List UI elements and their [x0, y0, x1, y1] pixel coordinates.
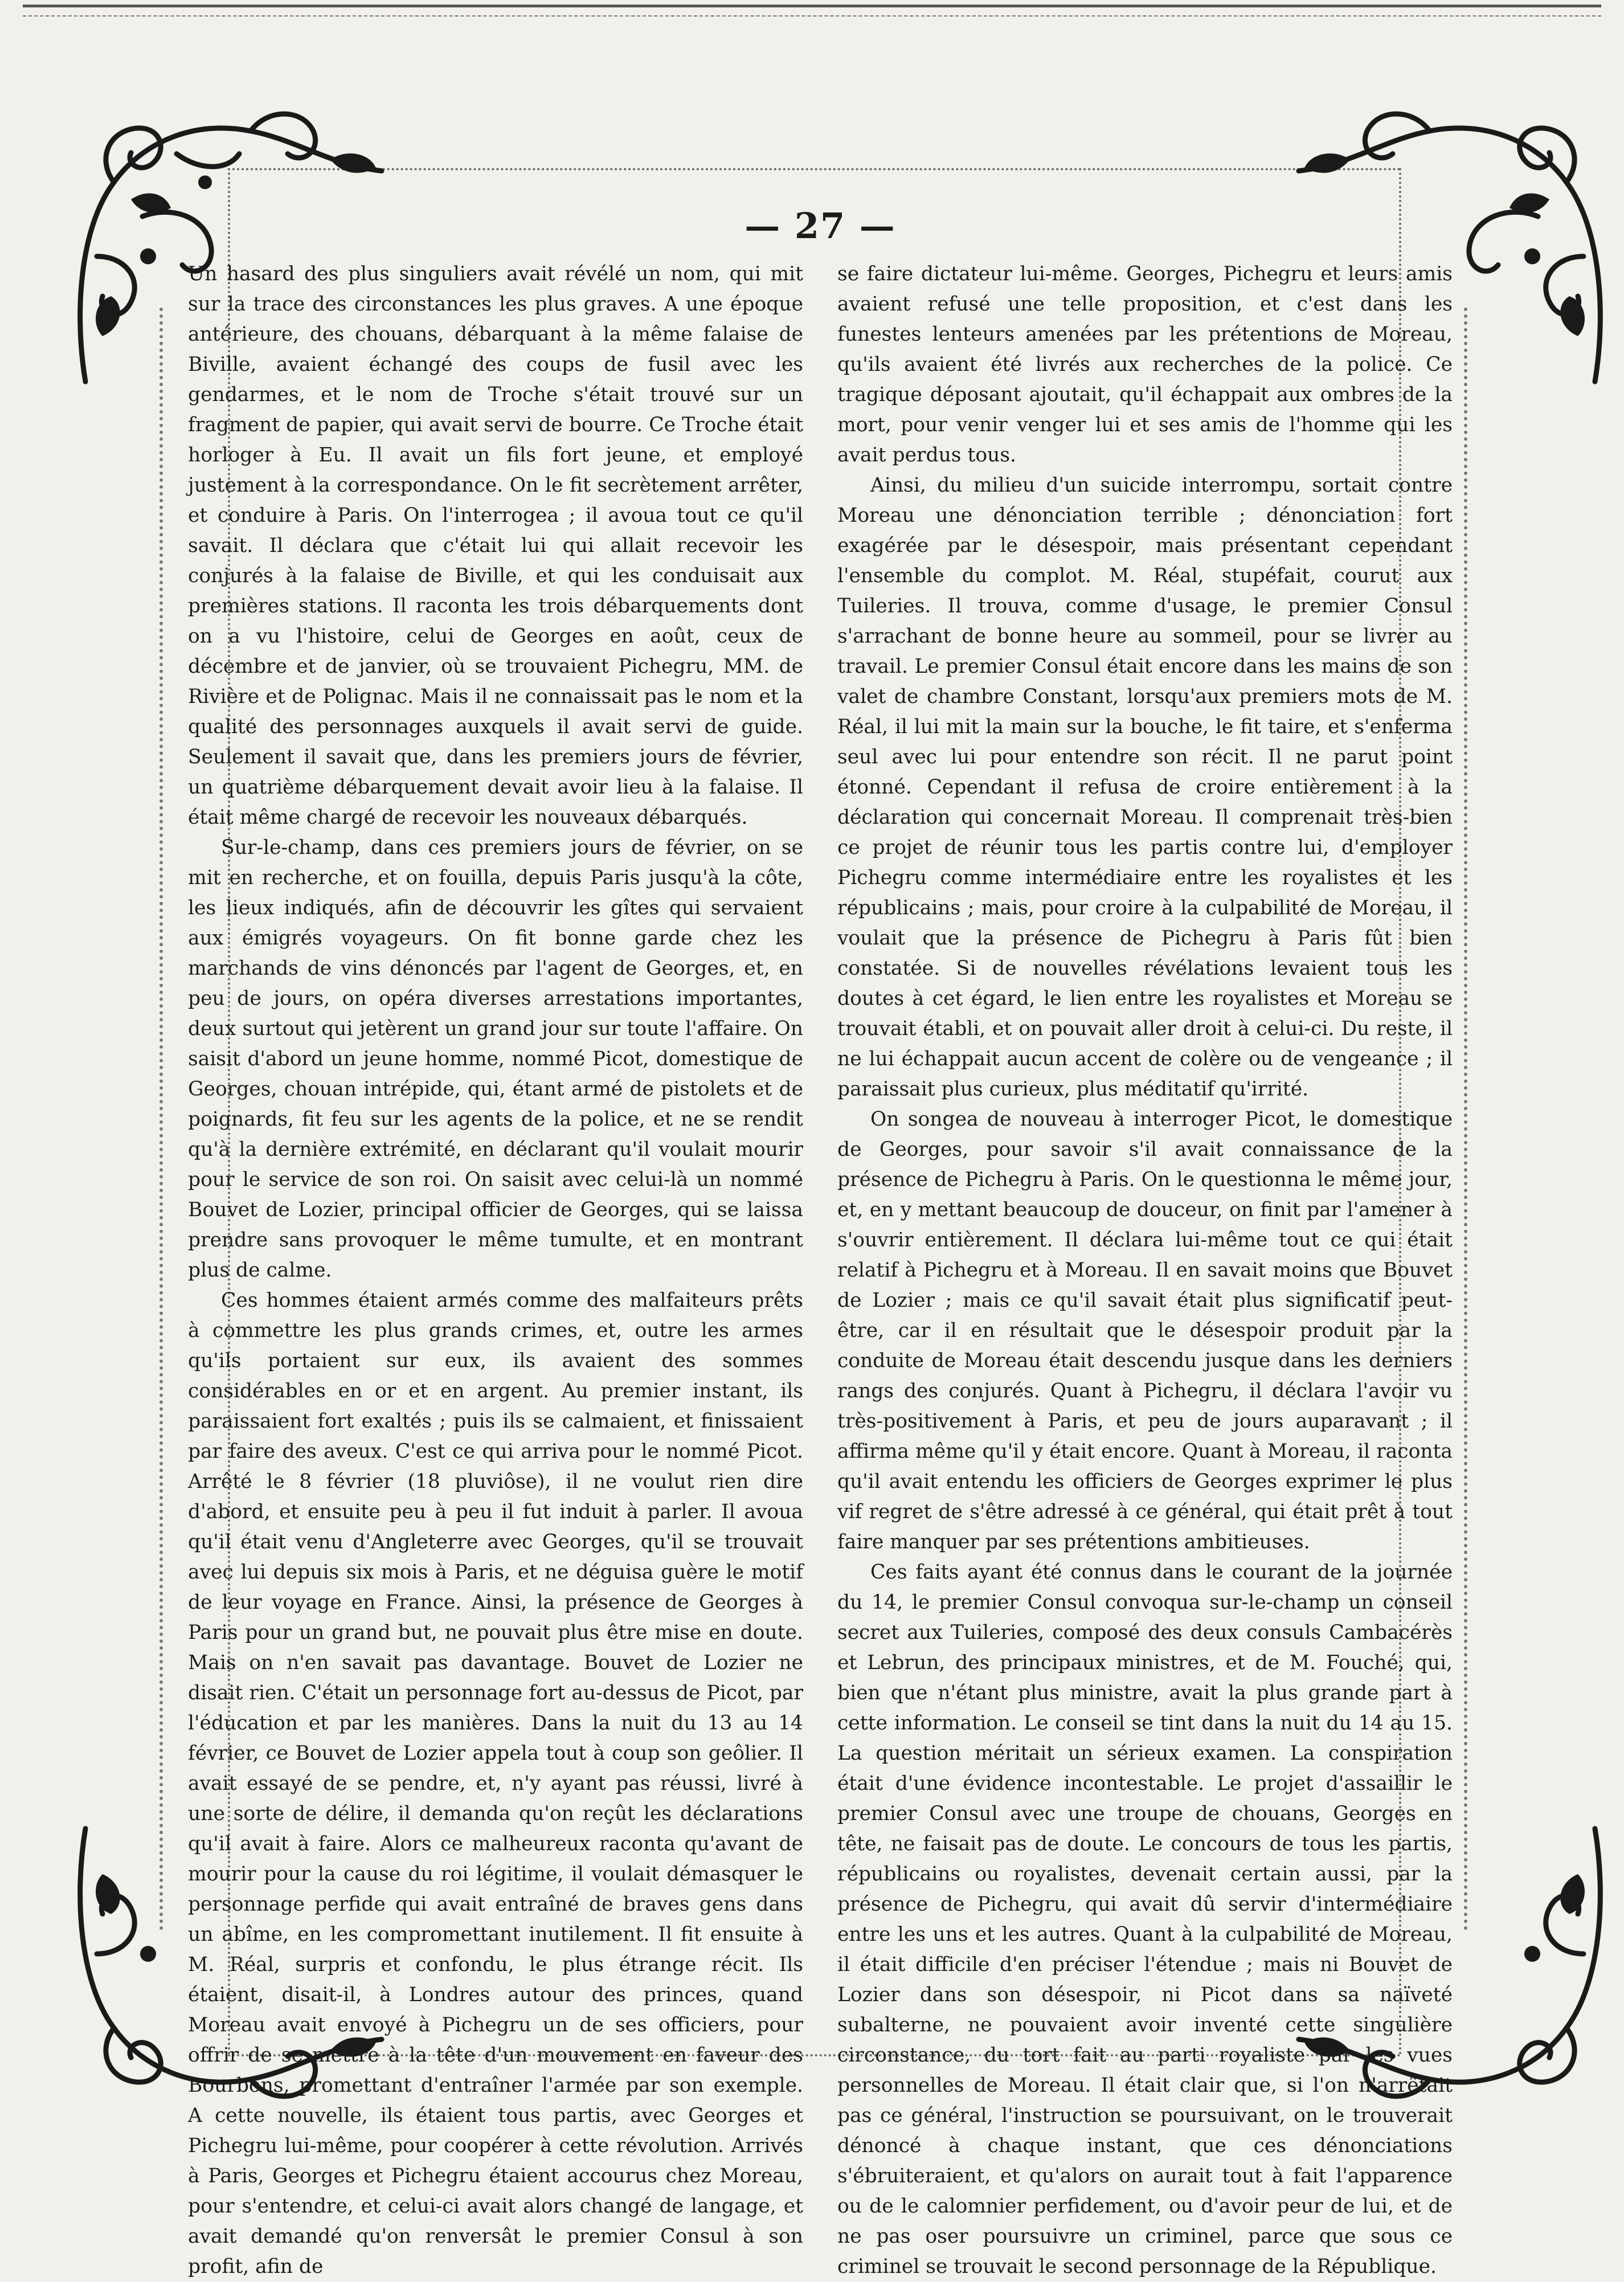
paragraph: Ces faits ayant été connus dans le courant de la journée du 14, le premier Consul convoqua sur-le-champ un conseil secret aux Tuileries, composé des deux consuls Cambacérès et Lebrun, des principaux ministres, et de M. Fouché, qui, bien que n'étant plus ministre, avait la plus grande part à cette information. Le conseil se tint dans la nuit du 14 au 15. La question méritait un sérieux examen. La conspiration était d'une évidence incontestable. Le projet d'assaillir le premier Consul avec une troupe de chouans, Georges en tête, ne faisait pas de doute. Le concours de tous les partis, républicains ou royalistes, devenait certain aussi, par la présence de Pichegru, qui avait dû servir d'intermédiaire entre les uns et les autres. Quant à la culpabilité de Moreau, il était difficile d'en préciser l'étendue ; mais ni Bouvet de Lozier dans son désespoir, ni Picot dans sa naïveté subalterne, ne pouvaient avoir inventé cette singulière circonstance, du tort fait au parti royaliste par les vues personnelles de Moreau. Il était clair que, si l'on n'arrêtait pas ce général, l'instruction se poursuivant, on le trouverait dénoncé à chaque instant, que ces dénonciations s'ébruiteraient, et qu'alors on aurait tout à fait l'apparence ou de le calomnier perfidement, ou d'avoir peur de lui, et de ne pas oser poursuivre un criminel, parce que sous ce criminel se trouvait le second personnage de la République.: [837, 1561, 1453, 2278]
paragraph: Sur-le-champ, dans ces premiers jours de février, on se mit en recherche, et on fouilla, depuis Paris jusqu'à la côte, les lieux indiqués, afin de découvrir les gîtes qui servaient aux émigrés voyageurs. On fit bonne garde chez les marchands de vins dénoncés par l'agent de Georges, et, en peu de jours, on opéra diverses arrestations importantes, deux surtout qui jetèrent un grand jour sur toute l'affaire. On saisit d'abord un jeune homme, nommé Picot, domestique de Georges, chouan intrépide, qui, étant armé de pistolets et de poignards, fit feu sur les agents de la police, et ne se rendit qu'à la dernière extrémité, en déclarant qu'il voulait mourir pour le service de son roi. On saisit avec celui-là un nommé Bouvet de Lozier, principal officier de Georges, qui se laissa prendre sans provoquer le même tumulte, et en montrant plus de calme.: [188, 836, 803, 1282]
top-rule: [23, 5, 1601, 17]
paragraph: Ainsi, du milieu d'un suicide interrompu, sortait contre Moreau une dénonciation terrible ; dénonciation fort exagérée par le désespoir, mais présentant cependant l'ensemble du complot. M. Réal, stupéfait, courut aux Tuileries. Il trouva, comme d'usage, le premier Consul s'arrachant de bonne heure au sommeil, pour se livrer au travail. Le premier Consul était encore dans les mains de son valet de chambre Constant, lorsqu'aux premiers mots de M. Réal, il lui mit la main sur la bouche, le fit taire, et s'enferma seul avec lui pour entendre son récit. Il ne parut point étonné. Cependant il refusa de croire entièrement à la déclaration qui concernait Moreau. Il comprenait très-bien ce projet de réunir tous les partis contre lui, d'employer Pichegru comme intermédiaire entre les royalistes et les républicains ; mais, pour croire à la culpabilité de Moreau, il voulait que la présence de Pichegru à Paris fût bien constatée. Si de nouvelles révélations levaient tous les doutes à cet égard, le lien entre les royalistes et Moreau se trouvait établi, et on pouvait aller droit à celui-ci. Du reste, il ne lui échappait aucun accent de colère ou de vengeance ; il paraissait plus curieux, plus méditatif qu'irrité.: [837, 474, 1453, 1101]
left-border-ornament: [137, 308, 163, 1931]
right-text-column: [837, 259, 1453, 2282]
left-text-column: [188, 259, 803, 2282]
paragraph: Ces hommes étaient armés comme des malfaiteurs prêts à commettre les plus grands crimes, et, outre les armes qu'ils portaient sur eux, ils avaient des sommes considérables en or et en argent. Au premier instant, ils paraissaient fort exaltés ; puis ils se calmaient, et finissaient par faire des aveux. C'est ce qui arriva pour le nommé Picot. Arrêté le 8 février (18 pluviôse), il ne voulut rien dire d'abord, et ensuite peu à peu il fut induit à parler. Il avoua qu'il était venu d'Angleterre avec Georges, qu'il se trouvait avec lui depuis six mois à Paris, et ne déguisa guère le motif de leur voyage en France. Ainsi, la présence de Georges à Paris pour un grand but, ne pouvait plus être mise en doute. Mais on n'en savait pas davantage. Bouvet de Lozier ne disait rien. C'était un personnage fort au-dessus de Picot, par l'éducation et par les manières. Dans la nuit du 13 au 14 février, ce Bouvet de Lozier appela tout à coup son geôlier. Il avait essayé de se pendre, et, n'y ayant pas réussi, livré à une sorte de délire, il demanda qu'on reçût les déclarations qu'il avait à faire. Alors ce malheureux raconta qu'avant de mourir pour la cause du roi légitime, il voulait démasquer le personnage perfide qui avait entraîné de braves gens dans un abîme, en les compromettant inutilement. Il fit ensuite à M. Réal, surpris et confondu, le plus étrange récit. Ils étaient, disait-il, à Londres autour des princes, quand Moreau avait envoyé à Pichegru un de ses officiers, pour offrir de se mettre à la tête d'un mouvement en faveur des Bourbons, promettant d'entraîner l'armée par son exemple. A cette nouvelle, ils étaient tous partis, avec Georges et Pichegru lui-même, pour coopérer à cette révolution. Arrivés à Paris, Georges et Pichegru étaient accourus chez Moreau, pour s'entendre, et celui-ci avait alors changé de langage, et avait demandé qu'on renversât le premier Consul à son profit, afin de: [188, 1289, 803, 2278]
paragraph: se faire dictateur lui-même. Georges, Pichegru et leurs amis avaient refusé une telle proposition, et c'est dans les funestes lenteurs amenées par les prétentions de Moreau, qu'ils avaient été livrés aux recherches de la police. Ce tragique déposant ajoutait, qu'il échappait aux ombres de la mort, pour venir venger lui et ses amis de l'homme qui les avait perdus tous.: [837, 263, 1453, 467]
right-border-ornament: [1464, 308, 1490, 1931]
page-number: — 27 —: [744, 205, 896, 247]
paragraph: On songea de nouveau à interroger Picot, le domestique de Georges, pour savoir s'il avait connaissance de la présence de Pichegru à Paris. On le questionna le même jour, et, en y mettant beaucoup de douceur, on finit par l'amener à s'ouvrir entièrement. Il déclara lui-même tout ce qui était relatif à Pichegru et à Moreau. Il en savait moins que Bouvet de Lozier ; mais ce qu'il savait était plus significatif peut-être, car il en résultait que le désespoir produit par la conduite de Moreau était descendu jusque dans les derniers rangs des conjurés. Quant à Pichegru, il déclara l'avoir vu très-positivement à Paris, et peu de jours auparavant ; il affirma même qu'il y était encore. Quant à Moreau, il raconta qu'il avait entendu les officiers de Georges exprimer le plus vif regret de s'être adressé à ce général, qui était prêt à tout faire manquer par ses prétentions ambitieuses.: [837, 1108, 1453, 1553]
paragraph: Un hasard des plus singuliers avait révélé un nom, qui mit sur la trace des circonstances les plus graves. A une époque antérieure, des chouans, débarquant à la même falaise de Biville, avaient échangé des coups de fusil avec les gendarmes, et le nom de Troche s'était trouvé sur un fragment de papier, qui avait servi de bourre. Ce Troche était horloger à Eu. Il avait un fils fort jeune, et employé justement à la correspondance. On le fit secrètement arrêter, et conduire à Paris. On l'interrogea ; il avoua tout ce qu'il savait. Il déclara que c'était lui qui allait recevoir les conjurés à la falaise de Biville, et qui les conduisait aux premières stations. Il raconta les trois débarquements dont on a vu l'histoire, celui de Georges en août, ceux de décembre et de janvier, où se trouvaient Pichegru, MM. de Rivière et de Polignac. Mais il ne connaissait pas le nom et la qualité des personnages auxquels il avait servi de guide. Seulement il savait que, dans les premiers jours de février, un quatrième débarquement devait avoir lieu à la falaise. Il était même chargé de recevoir les nouveaux débarqués.: [188, 263, 803, 829]
